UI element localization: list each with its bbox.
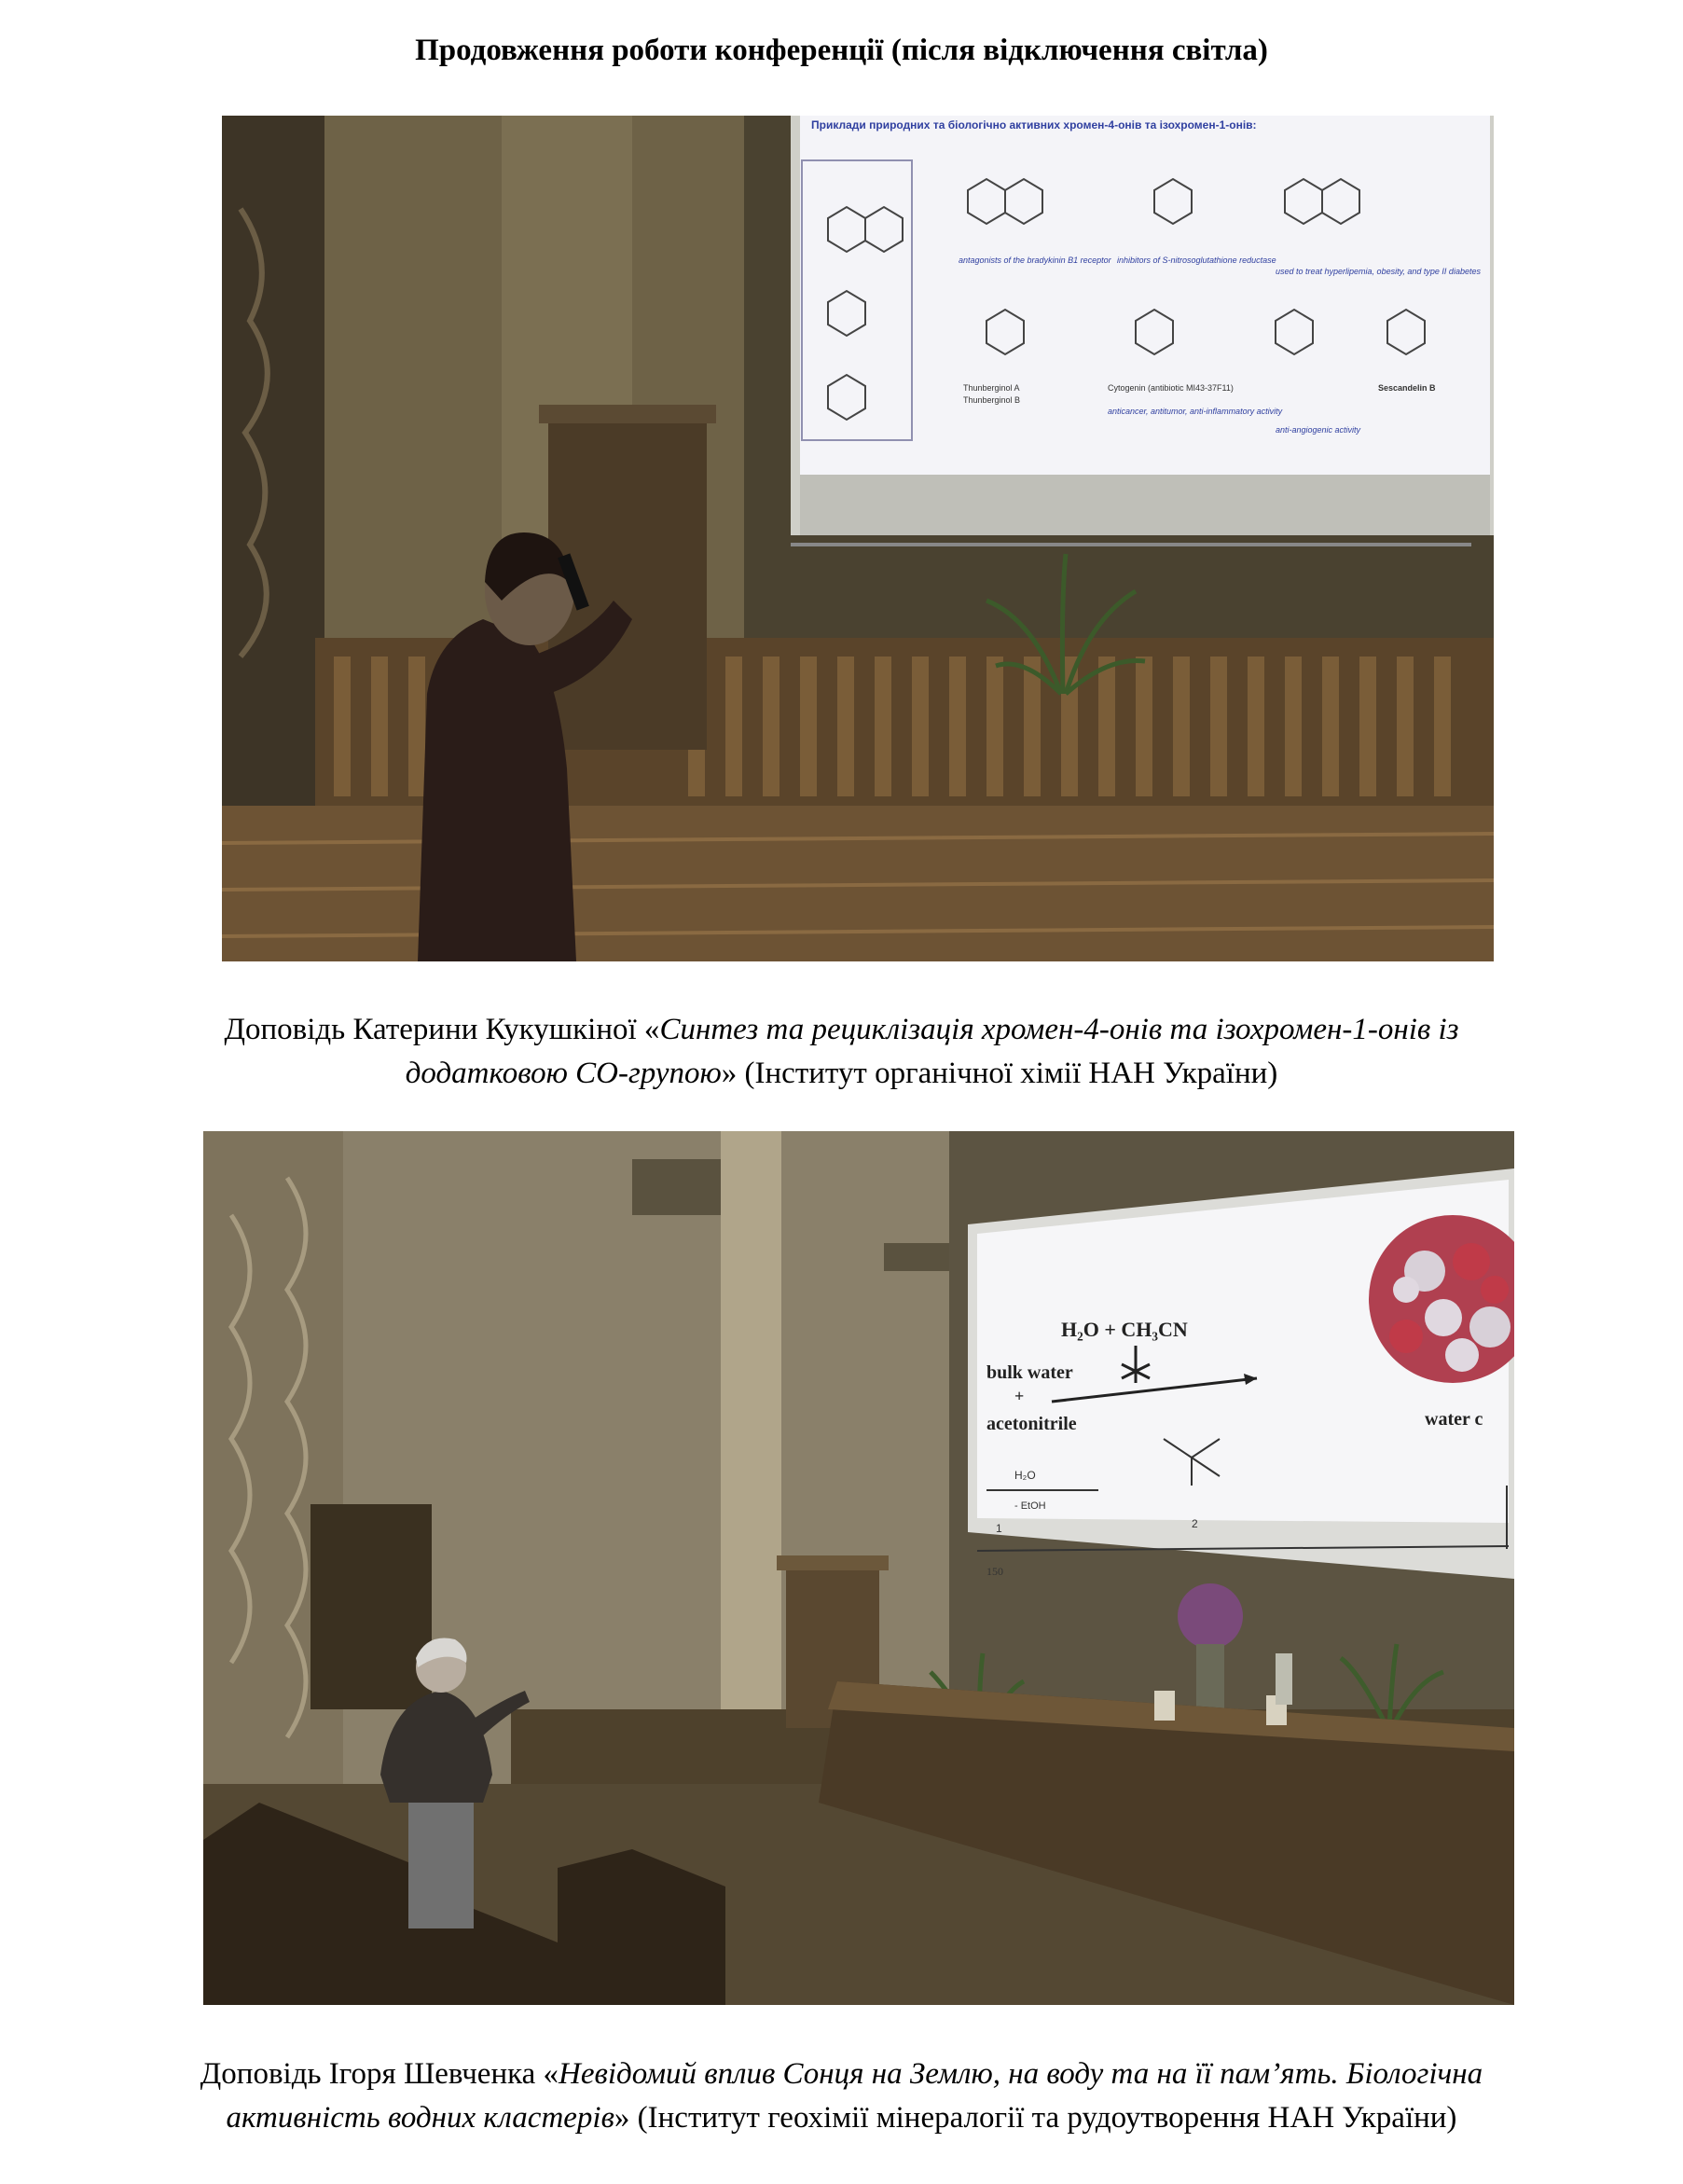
caption-1-title-line-1: Синтез та рециклізація хромен-4-онів та ізохромен-1-онів із <box>659 1013 1459 1046</box>
slide-2-label-3: water c <box>1425 1409 1483 1430</box>
caption-1-prefix: Доповідь Катерини Кукушкіної « <box>224 1013 660 1046</box>
slide-2-formula: H₂O + CH₃CN <box>1061 1318 1188 1341</box>
slide-2-num-1: 1 <box>996 1522 1002 1535</box>
caption-1-title-line-2: додатковою СО-групою <box>405 1057 722 1090</box>
slide-2-num-2: 2 <box>1192 1517 1198 1530</box>
slide-2-reagent: H₂O <box>1014 1469 1036 1482</box>
caption-2 <box>93 2053 1590 2140</box>
conference-photo-2 <box>203 1131 1514 2005</box>
slide-1-label-3: used to treat hyperlipemia, obesity, and type II diabetes <box>1276 267 1481 276</box>
slide-2-axis: 150 <box>986 1565 1003 1578</box>
slide-1-label-1: antagonists of the bradykinin B1 receptor <box>959 256 1111 265</box>
caption-2-title-line-2: активність водних кластерів <box>226 2101 614 2135</box>
slide-1-label-4: Thunberginol A <box>963 383 1020 393</box>
slide-2-label-2: acetonitrile <box>986 1414 1077 1434</box>
slide-1-label-6: Cytogenin (antibiotic MI43-37F11) <box>1108 383 1234 393</box>
slide-2-byproduct: - EtOH <box>1014 1500 1046 1512</box>
caption-2-title-line-1: Невідомий вплив Сонця на Землю, на воду та на її пам’ять. Біологічна <box>559 2057 1483 2091</box>
caption-2-suffix: » (Інститут геохімії мінералогії та рудоутворення НАН України) <box>614 2101 1457 2135</box>
caption-1-suffix: » (Інститут органічної хімії НАН України) <box>721 1057 1278 1090</box>
slide-2-label-1: bulk water <box>986 1362 1073 1383</box>
photo-2-scene <box>203 1131 1514 2005</box>
conference-photo-1 <box>222 116 1494 961</box>
photo-1-scene <box>222 116 1494 961</box>
page-title: Продовження роботи конференції (після відключення світла) <box>415 34 1268 67</box>
slide-1-label-9: anti-angiogenic activity <box>1276 425 1361 435</box>
caption-1 <box>93 1008 1590 1096</box>
slide-1-title: Приклади природних та біологічно активних хромен-4-онів та ізохромен-1-онів: <box>811 118 1257 131</box>
slide-1-label-5: Thunberginol B <box>963 395 1021 405</box>
slide-1-label-2: inhibitors of S-nitrosoglutathione reductase <box>1117 256 1276 265</box>
slide-2-plus: + <box>1014 1387 1025 1405</box>
slide-1-label-7: anticancer, antitumor, anti-inflammatory activity <box>1108 407 1283 416</box>
slide-1-label-8: Sescandelin B <box>1378 383 1436 393</box>
caption-2-prefix: Доповідь Ігоря Шевченка « <box>200 2057 559 2091</box>
